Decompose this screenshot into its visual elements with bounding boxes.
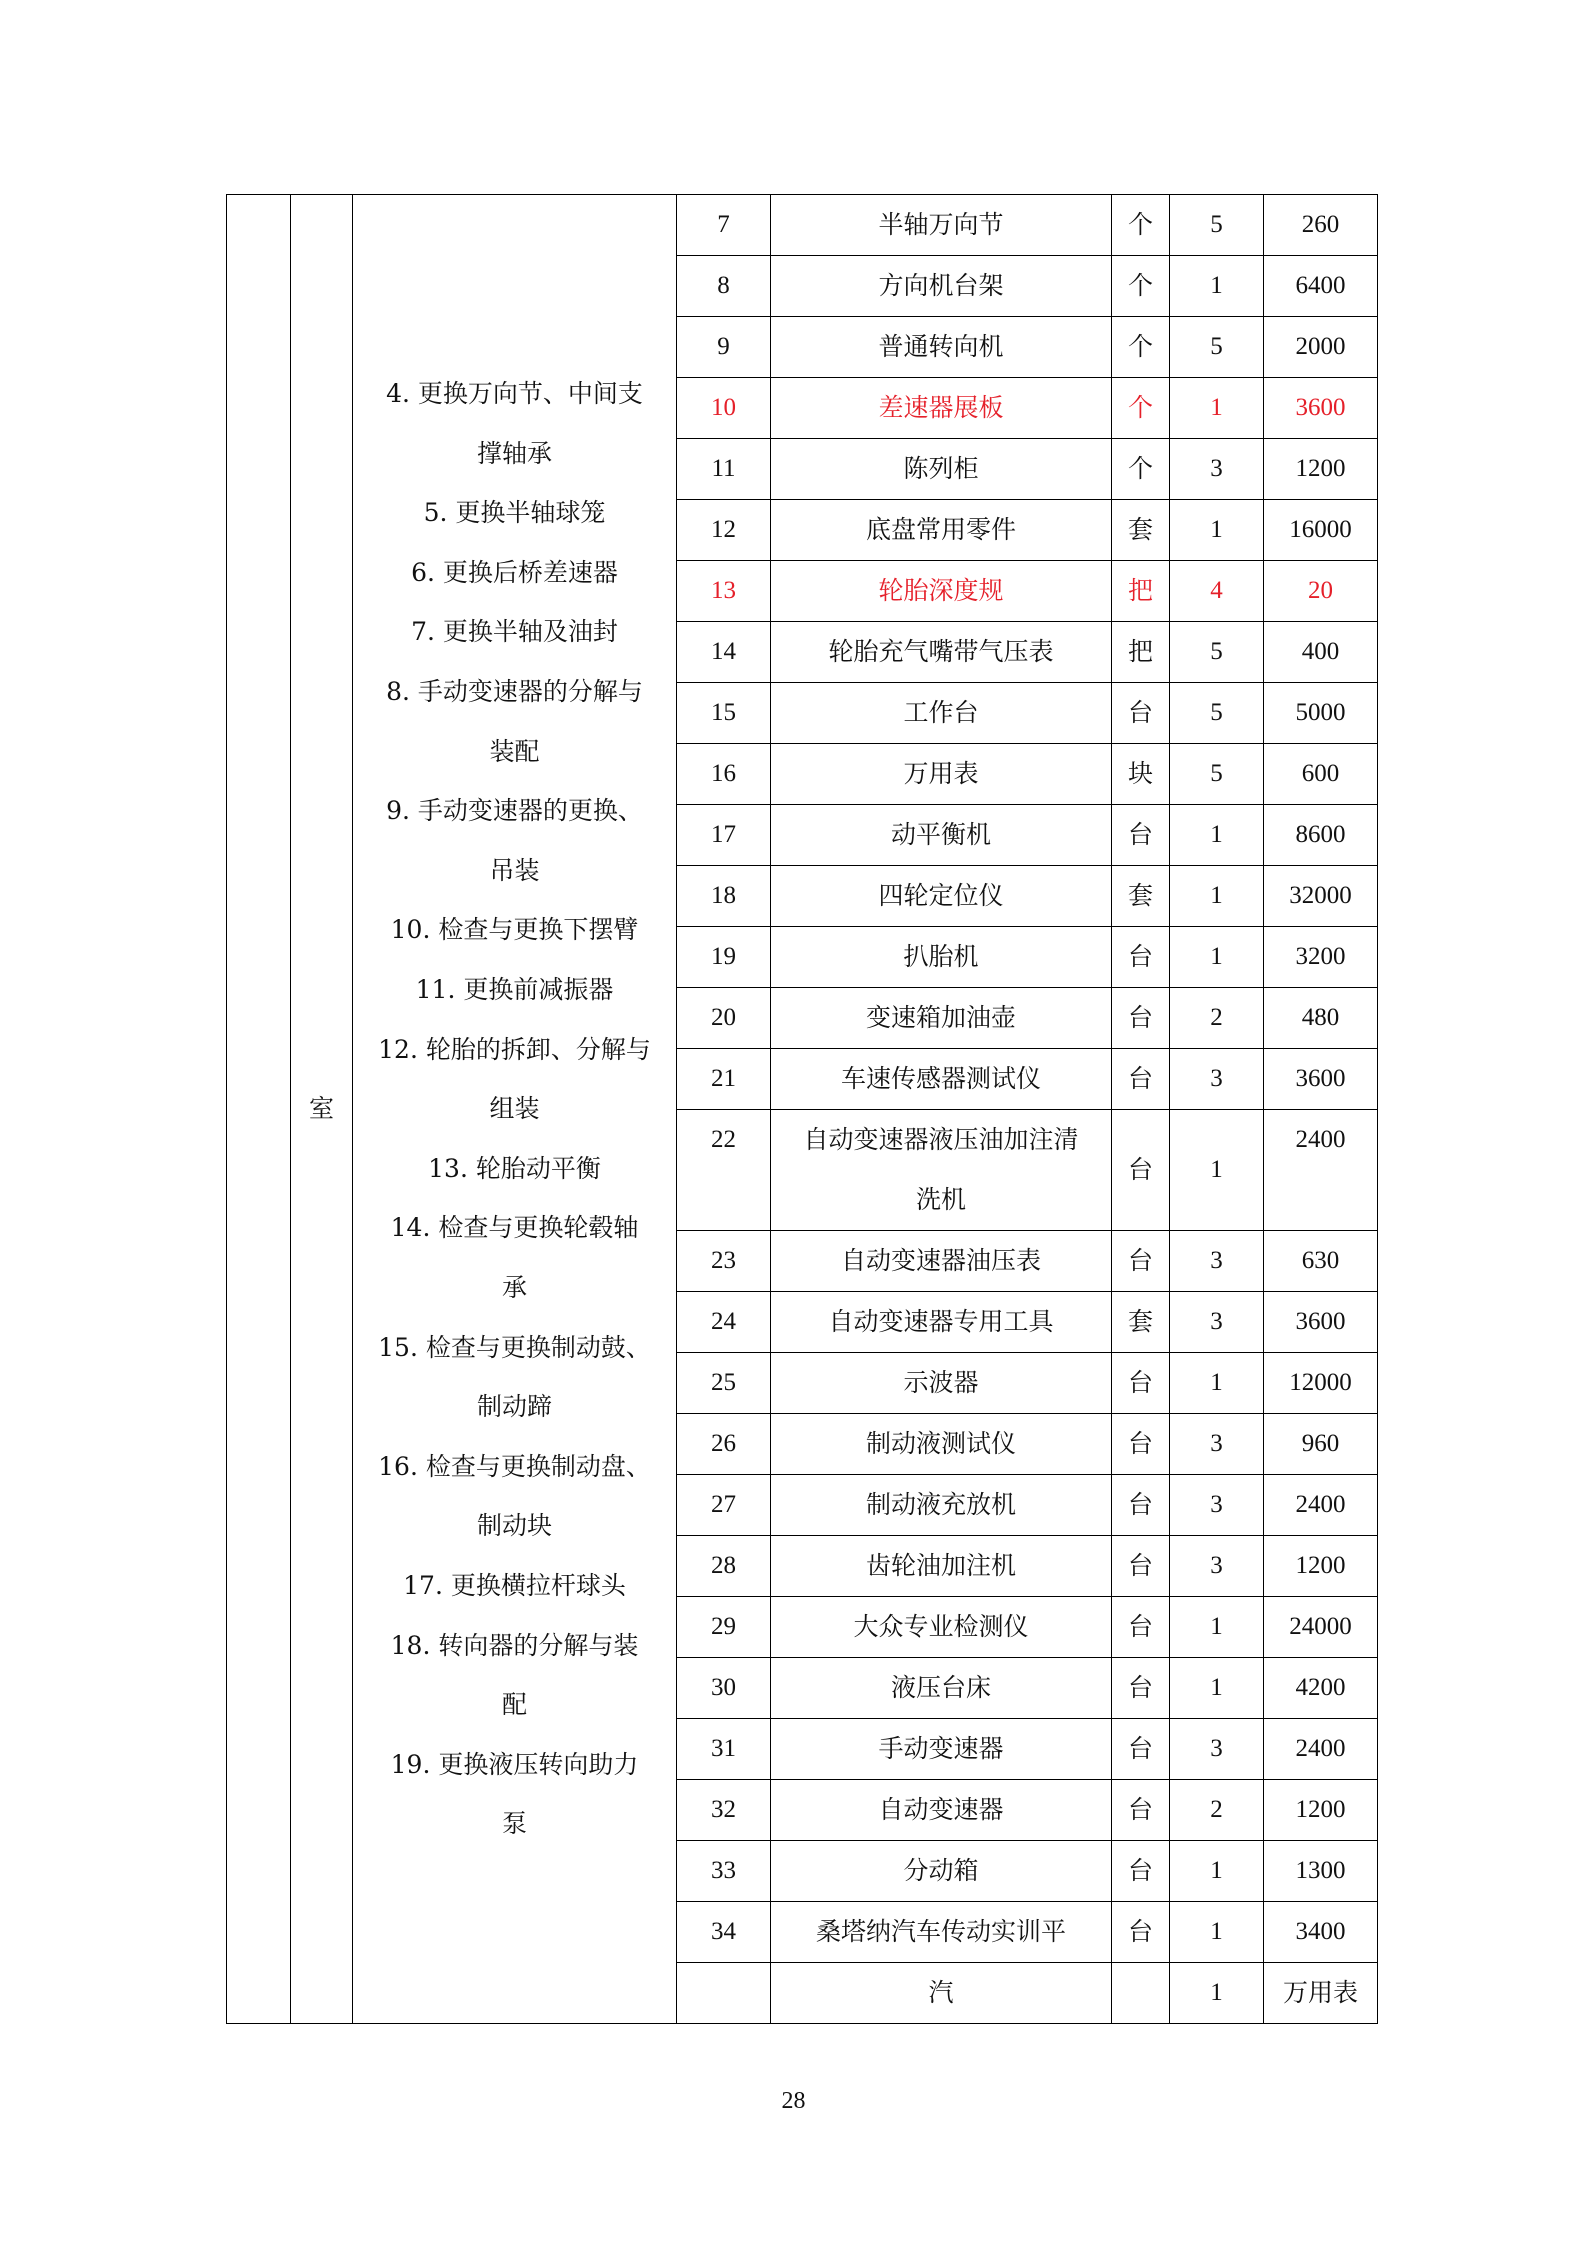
task-line: 组装 bbox=[489, 1094, 540, 1124]
task-line: 4. 更换万向节、中间支 bbox=[386, 379, 643, 409]
category-cell bbox=[227, 195, 291, 2024]
unit: 台 bbox=[1112, 1110, 1170, 1231]
unit: 套 bbox=[1112, 866, 1170, 927]
task-line: 8. 手动变速器的分解与 bbox=[386, 677, 643, 707]
task-line: 14. 检查与更换轮毂轴 bbox=[390, 1213, 639, 1243]
equipment-name: 齿轮油加注机 bbox=[771, 1536, 1112, 1597]
equipment-name: 工作台 bbox=[771, 683, 1112, 744]
equipment-name: 车速传感器测试仪 bbox=[771, 1049, 1112, 1110]
equipment-name: 万用表 bbox=[771, 744, 1112, 805]
unit: 套 bbox=[1112, 500, 1170, 561]
equipment-name: 普通转向机 bbox=[771, 317, 1112, 378]
row-number: 19 bbox=[677, 927, 771, 988]
quantity: 1 bbox=[1170, 500, 1264, 561]
row-number: 33 bbox=[677, 1841, 771, 1902]
equipment-name: 自动变速器专用工具 bbox=[771, 1292, 1112, 1353]
unit: 台 bbox=[1112, 1536, 1170, 1597]
equipment-name: 动平衡机 bbox=[771, 805, 1112, 866]
equipment-name: 方向机台架 bbox=[771, 256, 1112, 317]
unit: 台 bbox=[1112, 1231, 1170, 1292]
task-line: 6. 更换后桥差速器 bbox=[411, 557, 618, 587]
task-line: 撑轴承 bbox=[476, 438, 552, 468]
price: 24000 bbox=[1264, 1597, 1378, 1658]
quantity: 1 bbox=[1170, 1841, 1264, 1902]
unit: 台 bbox=[1112, 1414, 1170, 1475]
task-list bbox=[353, 364, 676, 1854]
row-number: 11 bbox=[677, 439, 771, 500]
equipment-name: 示波器 bbox=[771, 1353, 1112, 1414]
training-tasks-cell bbox=[353, 195, 677, 2024]
row-number: 29 bbox=[677, 1597, 771, 1658]
price: 260 bbox=[1264, 195, 1378, 256]
equipment-name: 手动变速器 bbox=[771, 1719, 1112, 1780]
row-number: 27 bbox=[677, 1475, 771, 1536]
unit: 个 bbox=[1112, 195, 1170, 256]
equipment-name: 变速箱加油壶 bbox=[771, 988, 1112, 1049]
price: 6400 bbox=[1264, 256, 1378, 317]
task-line: 17. 更换横拉杆球头 bbox=[403, 1570, 626, 1600]
row-number: 7 bbox=[677, 195, 771, 256]
row-number: 25 bbox=[677, 1353, 771, 1414]
quantity: 3 bbox=[1170, 1536, 1264, 1597]
price: 3400 bbox=[1264, 1902, 1378, 1963]
table-row bbox=[227, 195, 1378, 256]
row-number: 13 bbox=[677, 561, 771, 622]
task-line: 制动蹄 bbox=[476, 1392, 552, 1422]
price: 400 bbox=[1264, 622, 1378, 683]
price: 32000 bbox=[1264, 866, 1378, 927]
task-line: 5. 更换半轴球笼 bbox=[423, 498, 606, 528]
training-tasks-cell bbox=[1112, 1963, 1170, 2024]
task-line: 11. 更换前减振器 bbox=[415, 975, 614, 1005]
price: 600 bbox=[1264, 744, 1378, 805]
unit: 台 bbox=[1112, 1719, 1170, 1780]
room-label: 汽 bbox=[928, 1978, 954, 2007]
quantity: 1 bbox=[1170, 1353, 1264, 1414]
row-number: 20 bbox=[677, 988, 771, 1049]
page-number: 28 bbox=[781, 2088, 806, 2114]
row-number: 31 bbox=[677, 1719, 771, 1780]
task-line: 制动块 bbox=[476, 1511, 552, 1541]
row-number: 21 bbox=[677, 1049, 771, 1110]
equipment-name: 陈列柜 bbox=[771, 439, 1112, 500]
price: 1200 bbox=[1264, 439, 1378, 500]
task-line: 12. 轮胎的拆卸、分解与 bbox=[378, 1034, 651, 1064]
quantity: 3 bbox=[1170, 1414, 1264, 1475]
quantity: 3 bbox=[1170, 439, 1264, 500]
equipment-name: 轮胎充气嘴带气压表 bbox=[771, 622, 1112, 683]
task-line: 承 bbox=[501, 1272, 527, 1302]
unit: 套 bbox=[1112, 1292, 1170, 1353]
price: 2400 bbox=[1264, 1475, 1378, 1536]
row-number: 16 bbox=[677, 744, 771, 805]
price: 1200 bbox=[1264, 1780, 1378, 1841]
equipment-name: 制动液充放机 bbox=[771, 1475, 1112, 1536]
equipment-name: 四轮定位仪 bbox=[771, 866, 1112, 927]
equipment-name: 扒胎机 bbox=[771, 927, 1112, 988]
row-number: 32 bbox=[677, 1780, 771, 1841]
quantity: 3 bbox=[1170, 1231, 1264, 1292]
unit: 台 bbox=[1112, 1597, 1170, 1658]
quantity: 1 bbox=[1170, 927, 1264, 988]
unit: 台 bbox=[1112, 1353, 1170, 1414]
task-line: 配 bbox=[501, 1690, 527, 1720]
quantity: 5 bbox=[1170, 195, 1264, 256]
task-line: 18. 转向器的分解与装 bbox=[390, 1630, 639, 1660]
equipment-name: 自动变速器 bbox=[771, 1780, 1112, 1841]
row-number: 10 bbox=[677, 378, 771, 439]
quantity: 1 bbox=[1170, 256, 1264, 317]
row-number: 23 bbox=[677, 1231, 771, 1292]
equipment-name: 桑塔纳汽车传动实训平 bbox=[771, 1902, 1112, 1963]
unit: 台 bbox=[1112, 1475, 1170, 1536]
task-line: 15. 检查与更换制动鼓、 bbox=[378, 1332, 651, 1362]
unit: 台 bbox=[1112, 1049, 1170, 1110]
task-line: 装配 bbox=[489, 736, 540, 766]
price: 8600 bbox=[1264, 805, 1378, 866]
quantity: 2 bbox=[1170, 988, 1264, 1049]
unit: 台 bbox=[1112, 1780, 1170, 1841]
row-number: 22 bbox=[677, 1110, 771, 1231]
equipment-name-line: 自动变速器液压油加注清 bbox=[803, 1125, 1079, 1154]
equipment-name: 底盘常用零件 bbox=[771, 500, 1112, 561]
price: 20 bbox=[1264, 561, 1378, 622]
unit: 台 bbox=[1112, 927, 1170, 988]
row-number: 9 bbox=[677, 317, 771, 378]
task-line: 9. 手动变速器的更换、 bbox=[386, 796, 643, 826]
equipment-name: 差速器展板 bbox=[771, 378, 1112, 439]
equipment-name: 液压台床 bbox=[771, 1658, 1112, 1719]
equipment-name bbox=[771, 1110, 1112, 1231]
category-cell bbox=[677, 1963, 771, 2024]
unit: 台 bbox=[1112, 988, 1170, 1049]
price: 630 bbox=[1264, 1231, 1378, 1292]
equipment-name: 大众专业检测仪 bbox=[771, 1597, 1112, 1658]
unit: 台 bbox=[1112, 1902, 1170, 1963]
price: 5000 bbox=[1264, 683, 1378, 744]
task-line: 10. 检查与更换下摆臂 bbox=[390, 915, 639, 945]
equipment-name: 自动变速器油压表 bbox=[771, 1231, 1112, 1292]
equipment-name: 制动液测试仪 bbox=[771, 1414, 1112, 1475]
equipment-name-line: 洗机 bbox=[915, 1185, 966, 1214]
task-line: 7. 更换半轴及油封 bbox=[411, 617, 618, 647]
quantity: 3 bbox=[1170, 1475, 1264, 1536]
quantity: 1 bbox=[1170, 378, 1264, 439]
unit: 台 bbox=[1112, 805, 1170, 866]
unit: 把 bbox=[1112, 561, 1170, 622]
quantity: 4 bbox=[1170, 561, 1264, 622]
price: 1300 bbox=[1264, 1841, 1378, 1902]
quantity: 1 bbox=[1170, 1658, 1264, 1719]
unit: 个 bbox=[1112, 317, 1170, 378]
task-line: 16. 检查与更换制动盘、 bbox=[378, 1451, 651, 1481]
equipment-name: 万用表 bbox=[1264, 1963, 1378, 2024]
row-number: 18 bbox=[677, 866, 771, 927]
task-line: 13. 轮胎动平衡 bbox=[428, 1153, 601, 1183]
quantity: 1 bbox=[1170, 1110, 1264, 1231]
quantity: 5 bbox=[1170, 683, 1264, 744]
unit: 个 bbox=[1112, 256, 1170, 317]
price: 2000 bbox=[1264, 317, 1378, 378]
row-number: 34 bbox=[677, 1902, 771, 1963]
quantity: 3 bbox=[1170, 1292, 1264, 1353]
row-number: 24 bbox=[677, 1292, 771, 1353]
price: 2400 bbox=[1264, 1110, 1378, 1231]
price: 3600 bbox=[1264, 1049, 1378, 1110]
quantity: 3 bbox=[1170, 1049, 1264, 1110]
equipment-table bbox=[226, 194, 1378, 2024]
row-number: 1 bbox=[1170, 1963, 1264, 2024]
equipment-name: 轮胎深度规 bbox=[771, 561, 1112, 622]
quantity: 1 bbox=[1170, 805, 1264, 866]
row-number: 14 bbox=[677, 622, 771, 683]
task-line: 吊装 bbox=[489, 855, 540, 885]
task-line: 泵 bbox=[501, 1809, 527, 1839]
price: 3600 bbox=[1264, 1292, 1378, 1353]
unit: 个 bbox=[1112, 439, 1170, 500]
quantity: 5 bbox=[1170, 317, 1264, 378]
unit: 个 bbox=[1112, 378, 1170, 439]
price: 1200 bbox=[1264, 1536, 1378, 1597]
row-number: 12 bbox=[677, 500, 771, 561]
room-cell bbox=[771, 1963, 1112, 2024]
row-number: 28 bbox=[677, 1536, 771, 1597]
price: 3600 bbox=[1264, 378, 1378, 439]
quantity: 1 bbox=[1170, 1902, 1264, 1963]
task-line: 19. 更换液压转向助力 bbox=[390, 1749, 639, 1779]
row-number: 15 bbox=[677, 683, 771, 744]
equipment-name: 分动箱 bbox=[771, 1841, 1112, 1902]
unit: 块 bbox=[1112, 744, 1170, 805]
price: 2400 bbox=[1264, 1719, 1378, 1780]
unit: 台 bbox=[1112, 1841, 1170, 1902]
unit: 台 bbox=[1112, 1658, 1170, 1719]
row-number: 30 bbox=[677, 1658, 771, 1719]
quantity: 1 bbox=[1170, 1597, 1264, 1658]
unit: 把 bbox=[1112, 622, 1170, 683]
quantity: 5 bbox=[1170, 744, 1264, 805]
quantity: 2 bbox=[1170, 1780, 1264, 1841]
room-cell bbox=[291, 195, 353, 2024]
price: 12000 bbox=[1264, 1353, 1378, 1414]
price: 480 bbox=[1264, 988, 1378, 1049]
quantity: 3 bbox=[1170, 1719, 1264, 1780]
unit: 台 bbox=[1112, 683, 1170, 744]
quantity: 5 bbox=[1170, 622, 1264, 683]
price: 3200 bbox=[1264, 927, 1378, 988]
price: 960 bbox=[1264, 1414, 1378, 1475]
quantity: 1 bbox=[1170, 866, 1264, 927]
row-number: 26 bbox=[677, 1414, 771, 1475]
price: 4200 bbox=[1264, 1658, 1378, 1719]
row-number: 8 bbox=[677, 256, 771, 317]
price: 16000 bbox=[1264, 500, 1378, 561]
room-label: 室 bbox=[308, 1094, 334, 1123]
equipment-name: 半轴万向节 bbox=[771, 195, 1112, 256]
row-number: 17 bbox=[677, 805, 771, 866]
